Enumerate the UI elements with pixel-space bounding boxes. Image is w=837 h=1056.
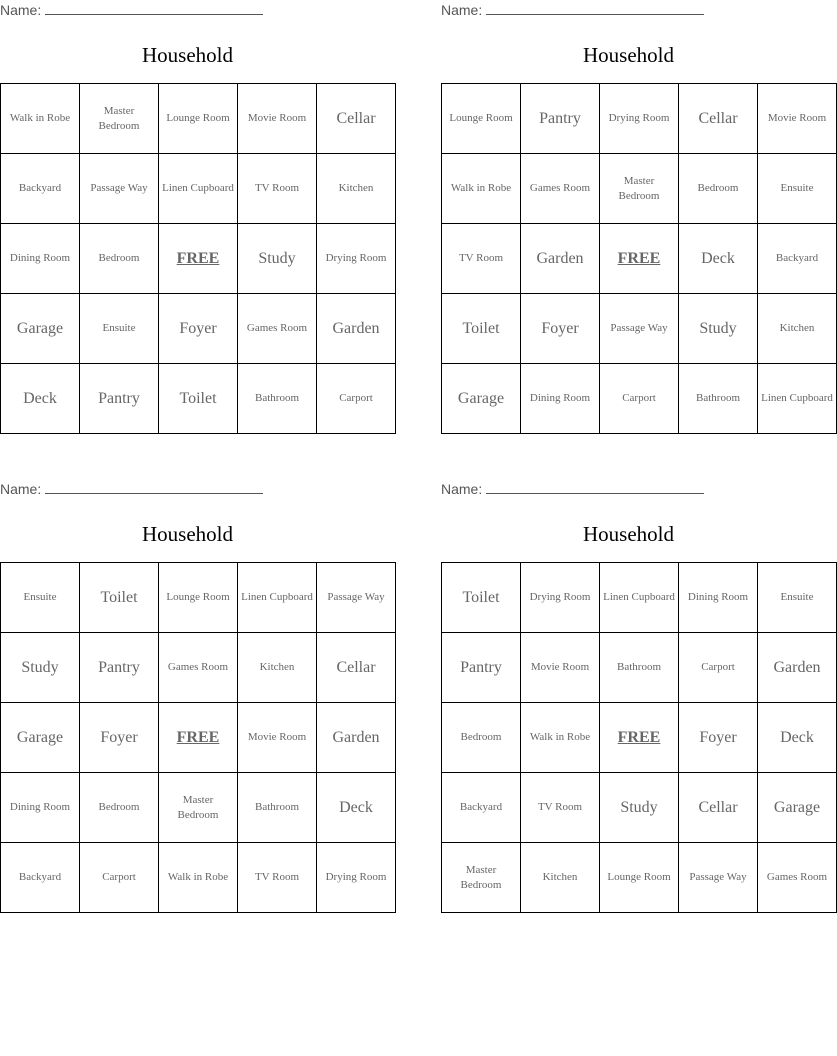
bingo-cell: Toilet: [159, 364, 238, 434]
bingo-cell: TV Room: [238, 843, 317, 913]
bingo-cell: Toilet: [80, 563, 159, 633]
bingo-cell: Dining Room: [679, 563, 758, 633]
bingo-cell: Walk in Robe: [159, 843, 238, 913]
free-cell: FREE: [159, 703, 238, 773]
bingo-cell: Ensuite: [1, 563, 80, 633]
name-label: Name:: [0, 2, 42, 18]
bingo-cell: Garden: [317, 703, 396, 773]
grid-row: [1, 563, 396, 633]
bingo-cell: Carport: [679, 633, 758, 703]
bingo-cell: Study: [1, 633, 80, 703]
bingo-cell: Games Room: [159, 633, 238, 703]
bingo-cell: Toilet: [442, 294, 521, 364]
card-title: Household: [142, 522, 233, 546]
bingo-cell: TV Room: [442, 224, 521, 294]
bingo-cell: Garage: [1, 703, 80, 773]
grid-row: [1, 703, 396, 773]
bingo-cell: Pantry: [80, 364, 159, 434]
bingo-cell: Lounge Room: [159, 84, 238, 154]
name-field[interactable]: [441, 481, 704, 497]
bingo-cell: Movie Room: [758, 84, 837, 154]
bingo-cell: Ensuite: [758, 563, 837, 633]
bingo-cell: Movie Room: [521, 633, 600, 703]
grid-row: [442, 224, 837, 294]
bingo-cell: TV Room: [238, 154, 317, 224]
bingo-grid: [0, 83, 396, 434]
name-field[interactable]: [0, 2, 263, 18]
bingo-cell: Lounge Room: [442, 84, 521, 154]
bingo-cell: Foyer: [159, 294, 238, 364]
grid-row: [1, 224, 396, 294]
bingo-cell: Deck: [679, 224, 758, 294]
bingo-cell: Garage: [1, 294, 80, 364]
grid-row: [1, 364, 396, 434]
bingo-cell: Passage Way: [317, 563, 396, 633]
bingo-grid: [441, 562, 837, 913]
card-title: Household: [583, 522, 674, 546]
bingo-cell: Lounge Room: [600, 843, 679, 913]
bingo-cell: Study: [600, 773, 679, 843]
name-field[interactable]: [441, 2, 704, 18]
name-label: Name:: [441, 481, 483, 497]
bingo-cell: Drying Room: [600, 84, 679, 154]
grid-row: [442, 294, 837, 364]
bingo-cell: Linen Cupboard: [238, 563, 317, 633]
bingo-grid: [0, 562, 396, 913]
bingo-cell: Master Bedroom: [159, 773, 238, 843]
bingo-cell: Bedroom: [679, 154, 758, 224]
bingo-cell: Bedroom: [80, 773, 159, 843]
bingo-cell: Games Room: [238, 294, 317, 364]
grid-row: [442, 563, 837, 633]
bingo-cell: Drying Room: [317, 224, 396, 294]
bingo-cell: Study: [679, 294, 758, 364]
name-underline: [486, 2, 704, 15]
bingo-cell: Kitchen: [317, 154, 396, 224]
bingo-cell: Ensuite: [758, 154, 837, 224]
bingo-cell: Garage: [758, 773, 837, 843]
bingo-cell: Games Room: [758, 843, 837, 913]
grid-row: [1, 294, 396, 364]
grid-row: [442, 843, 837, 913]
bingo-cell: Ensuite: [80, 294, 159, 364]
bingo-cell: Deck: [317, 773, 396, 843]
bingo-cell: Deck: [1, 364, 80, 434]
bingo-cell: Kitchen: [521, 843, 600, 913]
grid-row: [442, 364, 837, 434]
bingo-cell: Walk in Robe: [521, 703, 600, 773]
name-label: Name:: [0, 481, 42, 497]
grid-row: [1, 154, 396, 224]
bingo-cell: Foyer: [521, 294, 600, 364]
free-cell: FREE: [600, 703, 679, 773]
bingo-cell: Walk in Robe: [442, 154, 521, 224]
bingo-cell: Master Bedroom: [600, 154, 679, 224]
bingo-cell: Backyard: [1, 843, 80, 913]
bingo-cell: Lounge Room: [159, 563, 238, 633]
bingo-cell: Bathroom: [238, 773, 317, 843]
bingo-cell: Carport: [317, 364, 396, 434]
bingo-cell: Deck: [758, 703, 837, 773]
bingo-cell: Master Bedroom: [442, 843, 521, 913]
bingo-cell: Movie Room: [238, 703, 317, 773]
bingo-cell: Carport: [600, 364, 679, 434]
bingo-cell: Cellar: [317, 633, 396, 703]
grid-row: [1, 84, 396, 154]
bingo-cell: Bathroom: [679, 364, 758, 434]
bingo-cell: Drying Room: [317, 843, 396, 913]
bingo-cell: Master Bedroom: [80, 84, 159, 154]
bingo-cell: Dining Room: [521, 364, 600, 434]
bingo-cell: Linen Cupboard: [159, 154, 238, 224]
grid-row: [442, 703, 837, 773]
grid-row: [442, 633, 837, 703]
bingo-cell: Passage Way: [679, 843, 758, 913]
bingo-cell: Dining Room: [1, 773, 80, 843]
card-title: Household: [583, 43, 674, 67]
bingo-cell: Backyard: [758, 224, 837, 294]
bingo-grid: [441, 83, 837, 434]
bingo-cell: Cellar: [317, 84, 396, 154]
bingo-cell: Garden: [521, 224, 600, 294]
bingo-cell: Walk in Robe: [1, 84, 80, 154]
bingo-cell: Kitchen: [238, 633, 317, 703]
bingo-cell: Foyer: [679, 703, 758, 773]
bingo-cell: Kitchen: [758, 294, 837, 364]
bingo-cell: Cellar: [679, 773, 758, 843]
bingo-cell: Cellar: [679, 84, 758, 154]
bingo-cell: Backyard: [1, 154, 80, 224]
bingo-cell: Bathroom: [600, 633, 679, 703]
grid-row: [1, 843, 396, 913]
bingo-cell: Study: [238, 224, 317, 294]
grid-row: [1, 633, 396, 703]
bingo-cell: Foyer: [80, 703, 159, 773]
bingo-cell: Games Room: [521, 154, 600, 224]
card-title: Household: [142, 43, 233, 67]
grid-row: [442, 84, 837, 154]
bingo-cell: Movie Room: [238, 84, 317, 154]
bingo-cell: Garage: [442, 364, 521, 434]
free-cell: FREE: [600, 224, 679, 294]
bingo-cell: Linen Cupboard: [600, 563, 679, 633]
bingo-cell: Backyard: [442, 773, 521, 843]
bingo-cell: Garden: [317, 294, 396, 364]
bingo-cell: Bedroom: [442, 703, 521, 773]
bingo-cell: TV Room: [521, 773, 600, 843]
grid-row: [442, 154, 837, 224]
name-underline: [486, 481, 704, 494]
bingo-cell: Pantry: [80, 633, 159, 703]
bingo-cell: Carport: [80, 843, 159, 913]
grid-row: [442, 773, 837, 843]
bingo-cell: Passage Way: [80, 154, 159, 224]
bingo-cell: Bedroom: [80, 224, 159, 294]
name-field[interactable]: [0, 481, 263, 497]
bingo-cell: Toilet: [442, 563, 521, 633]
bingo-cell: Pantry: [442, 633, 521, 703]
bingo-cell: Passage Way: [600, 294, 679, 364]
grid-row: [1, 773, 396, 843]
name-underline: [45, 481, 263, 494]
bingo-cell: Linen Cupboard: [758, 364, 837, 434]
bingo-cell: Pantry: [521, 84, 600, 154]
bingo-cell: Bathroom: [238, 364, 317, 434]
bingo-cell: Drying Room: [521, 563, 600, 633]
name-underline: [45, 2, 263, 15]
bingo-cell: Dining Room: [1, 224, 80, 294]
name-label: Name:: [441, 2, 483, 18]
free-cell: FREE: [159, 224, 238, 294]
bingo-cell: Garden: [758, 633, 837, 703]
